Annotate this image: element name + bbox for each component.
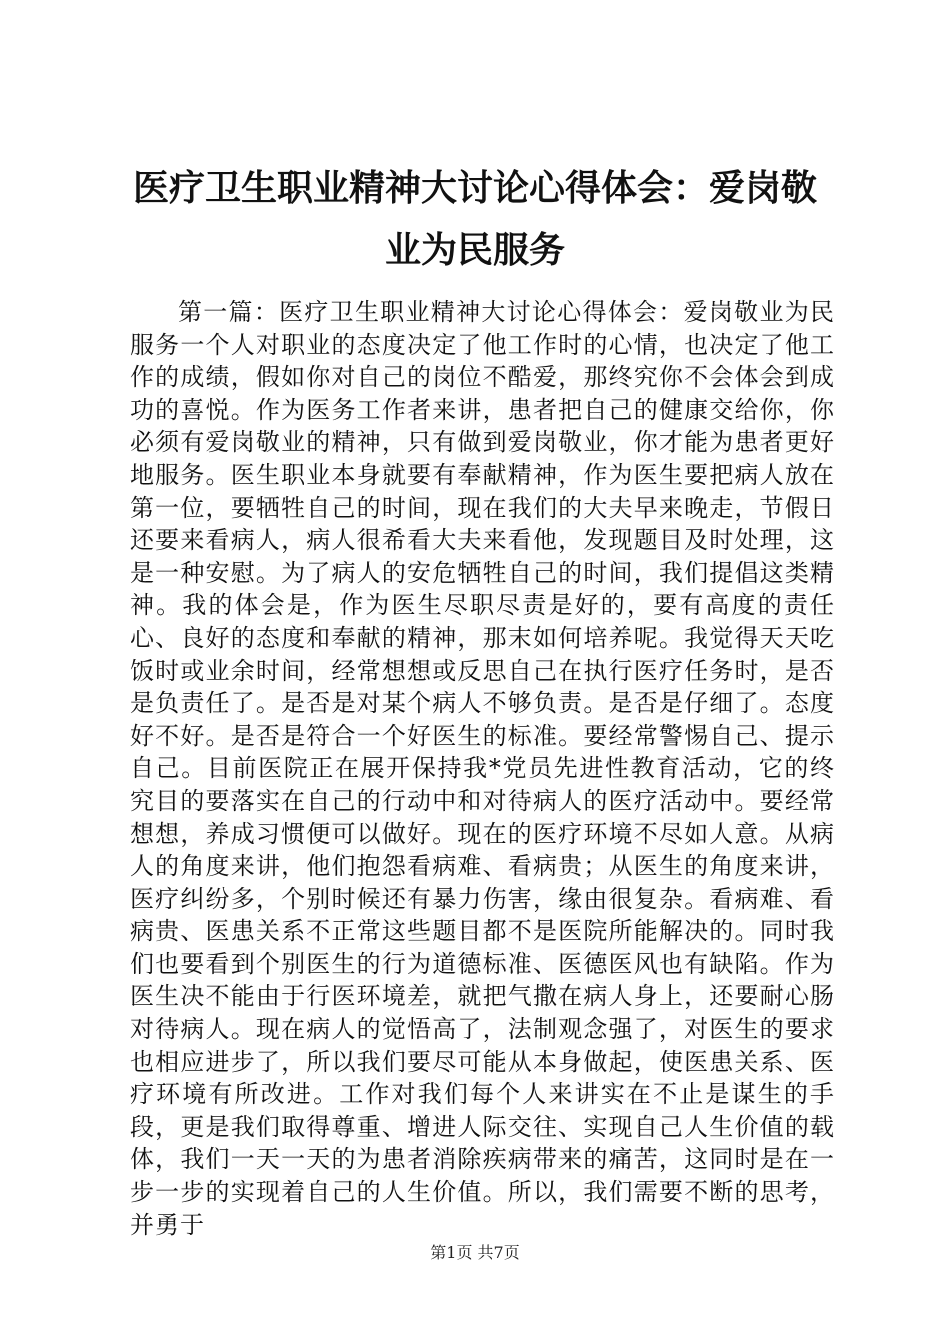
page-footer: 第1页 共7页: [430, 1243, 520, 1262]
document-title: 医疗卫生职业精神大讨论心得体会：爱岗敬业为民服务: [132, 168, 817, 271]
document-body: 第一篇：医疗卫生职业精神大讨论心得体会：爱岗敬业为民服务一个人对职业的态度决定了他工作时的心情，也决定了他工作的成绩，假如你对自己的岗位不酷爱，那终究你不会体会到成功的喜悦。作为医务工作者来讲，患者把自己的健康交给你，你必须有爱岗敬业的精神，只有做到爱岗敬业，你才能为患者更好地服务。医生职业本身就要有奉献精神，作为医生要把病人放在第一位，要牺牲自己的时间，现在我们的大夫早来晚走，节假日还要来看病人，病人很希看大夫来看他，发现题目及时处理，这是一种安慰。为了病人的安危牺牲自己的时间，我们提倡这类精神。我的体会是，作为医生尽职尽责是好的，要有高度的责任心、良好的态度和奉献的精神，那末如何培养呢。我觉得天天吃饭时或业余时间，经常想想或反思自己在执行医疗任务时，是否是负责任了。是否是对某个病人不够负责。是否是仔细了。态度好不好。是否是符合一个好医生的标准。要经常警惕自己、提示自己。目前医院正在展开保持我*党员先进性教育活动，它的终究目的要落实在自己的行动中和对待病人的医疗活动中。要经常想想，养成习惯便可以做好。现在的医疗环境不尽如人意。从病人的角度来讲，他们抱怨看病难、看病贵；从医生的角度来讲，医疗纠纷多，个别时候还有暴力伤害，缘由很复杂。看病难、看病贵、医患关系不正常这些题目都不是医院所能解决的。同时我们也要看到个别医生的行为道德标准、医德医风也有缺陷。作为医生决不能由于行医环境差，就把气撒在病人身上，还要耐心肠对待病人。现在病人的觉悟高了，法制观念强了，对医生的要求也相应进步了，所以我们要尽可能从本身做起，使医患关系、医疗环境有所改进。工作对我们每个人来讲实在不止是谋生的手段，更是我们取得尊重、增进人际交往、实现自己人生价值的载体，我们一天一天的为患者消除疾病带来的痛苦，这同时是在一步一步的实现着自己的人生价值。所以，我们需要不断的思考，并勇于: [130, 298, 835, 1239]
